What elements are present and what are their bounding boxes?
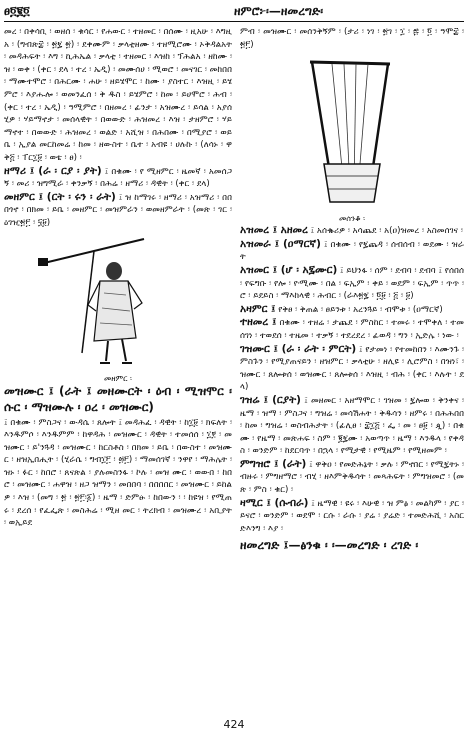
entry-zemari (4, 165, 232, 191)
definition: ፤ ዝ ከማገሩ ፡ ዘማሪ ፡ አዝማሪ ፡ በበበጎኖ ፡ በክመ ፡ ይቤ ፡ መዘምር ፡ መዝምራን ፡ ወመዘምራት ፡ (መጽ ፡ ገር ፡ ዕገዢ፳፫ ፡ ፶፱) (4, 192, 232, 228)
entry-mezmur-heading: መዝሙር ፤ (ራት ፤ መዘሙርት ፡ ዕብ ፡ ሚዝሞር ፡ ሱር ፡ ማዝሙሉ ፡ ዐረ ፡ መዝሙር) (4, 383, 232, 414)
entry-azmer (240, 264, 464, 303)
definition: ፤ በቁሙ ፡ የ ሚዘምር ፡ ዜመኛ ፡ አመሰጋኝ ፡ መሪ ፡ ዝግሚራ ፡ ቀንቃኝ ፡ በሕሬ ፡ ዘማሪ ፡ ዳዊት ፡ (ቀር ፡ ደላ) (4, 166, 232, 190)
definition: ፤ በቁሙ ፡ የ፯ጨዳ ፡ ሰብሰብ ፡ ወደሙ ፡ ዝራት (240, 239, 465, 263)
entry-mgzro (240, 458, 464, 497)
headword: ገዝሙር ፤ (ራ ፡ ራት ፡ ምርት) (240, 342, 357, 355)
headword: አዝመረ ፤ አዘመረ (240, 224, 308, 237)
entry-mezemr (4, 191, 232, 230)
entry-gezmur (240, 343, 464, 394)
left-column (4, 26, 232, 530)
right-column (240, 26, 464, 555)
headword: ዛሚር ፤ (ሱብራ) (240, 496, 309, 509)
entry-mezmur-text: ፤ በቁሙ ፡ ምስጋና ፡ ውዳሴ ፡ ጸሎት ፤ መዳሕፈ ፡ ዳዊት ፡ ከ፲፱ ፡ ክፍለት ፡ እንዱምሶ ፡ እንዱምም ፡ ከዋዳሕ ፡ መዝሙር ፡ ዳዊት ፡ ተመሰሰ ፡ ፲፻ ፡ መዝሙር ፡ ይ'ንጓዳ ፡ መዝሙር ፡ ከርስቶስ ፡ በክመ ፡ ይቤ ፡ በውስተ ፡ መዝሙር ፡ ዘዝኢበሒት ፡ (ሂራሴ ፡ ግብ፲፫ ፡ ፴፫) ፡ ማመሰገኛ ፡ ንዋየ ፡ ማሕሌት ፡ ዝኑ ፡ ፉር ፡ ከበሮ ፡ ጸናጽል ፡ ያሉመስንፋ ፡ ኮሉ ፡ መዝ ሙር ፡ ወውበ ፡ ከበሮ ፡ መዝሙር ፡ ሐዋዝ ፡ ዘጋ ዝማን ፡ መበበባ ፡ በበበበር ፡ መዝሙር ፡ ይከልዎ ፡ እዝ ፡ (መግ ፡ ፳ ፡ ፳፫፡፩) ፡ ዜማ ፡ ድምፁ ፡ ከበውን ፡ ፡ ከዩዝ ፡ የሚጠሩ ፡ ደረሰ ፡ የፈፌጽ ፡ መስሕሬ ፡ ሚዘ መር ፡ ትረክብ ፡ መዝሙረ ፡ አቢያት ፡ ወኢይደ (4, 417, 232, 529)
headword: መዘምር ፤ (ርት ፡ ሩን ፡ ራት) (4, 190, 116, 203)
header-rule (4, 21, 464, 22)
entry-azamr (240, 303, 464, 317)
definition: ፤ ዜማዊ ፡ ዩሩ ፡ እሁዊ ፡ ዝ ምፅ ፡ መልካም ፡ ያር ፡ ይናሮ ፡ ወንድም ፡ ወደሞ ፡ ርሱ ፡ ራሱ ፡ ያሬ ፡ ያሬድ ፡ ተመድሕሺ ፡ አስርድእንግ ፡ እያ ፡ (240, 498, 465, 534)
definition: ፤ አሰቈሪዎ ፡ አሳጨደ ፡ አ(ዐ)ዝመረ ፡ አስመሰገና ፡ (310, 226, 463, 237)
definition: ፤ ዋቅዐ ፡ የመድሕኔት ፡ ቃሉ ፡ ምኖበር ፡ የሚ፯ትኑ ፡ ብዙሩ ፡ ምግዘማሮ ፡ ብሂ ፡ ዘእምቅዱሳት ፡ መጻሕፍት ፡ ምግዝመሮ ፡ (መጽ ፡ ምስ ፡ ቁር) ፡ (240, 459, 465, 496)
headword: አዛምር ፤ (240, 302, 276, 315)
lyre-figure (240, 54, 464, 208)
entry-azmere (240, 224, 464, 238)
headword: አዝመር ፤ (ሆ ፡ አ፯ሙር) (240, 263, 338, 276)
entry-zemeregd: ዘመረግድ ፤—ፅንቁ ፡ ፡—መረግድ ፡ ረገድ ፡ (240, 538, 419, 553)
definition: በቁሙ ፡ ተዘሬ ፡ ታጨደ ፡ ምስከር ፡ ተመሩ ፡ ተሞቀለ ፡ ተመሰገነ ፡ ተወደሰ ፡ ተዜመ ፡ ተቃኝ ፡ ተደረደረ ፡ ፊወዳ ፡ ግን ፡ ኢድሌ ፡ ነው ፡ (240, 318, 464, 341)
definition: ፤ መዘመር ፡ አዘማሞር ፡ ገዝመ ፡ ፯ሎወ ፡ ቅንቀና ፡ ዜማ ፡ ዝማ ፡ ምስጋና ፡ ግዝሬ ፡ መሳሽሐት ፡ ቅዱሳን ፡ ዘምሩ ፡ በሕሕበበ ፡ ከመ ፡ ግዝሬ ፡ ወስብሕታት ፡ (ፊሊፀ ፡ ፰፲፭ ፡ ፌ ፡ መ ፡ ፀ፱ ፡ ዺ) ፡ በቁሙ ፡ የዜማ ፡ መጽሐፍ ፡ ስም ፡ ፪፯ሙ ፡ አወጣጥ ፡ ዜማ ፡ እንዱላ ፡ የቀዳስ ፡ ወንድም ፡ ከደርባጥ ፡ በኋላ ፡ የሚታዊ ፡ የሚዜም ፡ የሚዘመም ፡ (240, 395, 465, 457)
headword: አዝመራ ፤ (ዐማርኛ) (240, 237, 321, 250)
figure-caption: መዘምር ፡ (104, 374, 132, 384)
entry-zamir (240, 497, 464, 536)
headword: ምግዝሮ ፤ (ራት) (240, 457, 307, 470)
header-running-title: ዘምሮ፦፡—ዘመረግድ፡ (234, 4, 324, 18)
entry-text: መረ ፡ በቀሳቢ ፡ ወዘሰ ፡ ቁሳር ፡ የሐውር ፡ ተዘመር ፡ በሰሙ ፡ ዚአሁ ፡ እግዚአ ፡ (ግብጽ፰ ፡ ፳፯ ፳) ፡ ደቀሙም ፡ ቃላቲዘሙ ፡ ተዘሚሮሙ ፡ ኦቅዳልአት ፡ መዳሕፍት ፡ እግ ፡ ኪሕኤል ፡ ቃላቲ ፡ ተዘመር ፡ እዝከ ፡ ፕሕልአ ፡ ዘከሙ ፡ ዝ ፡ ወቀ ፡ (ቀር ፡ ደላ ፡ ተረ ፡ ኤዲ) ፡ መሙሰሀ ፡ ሚወሮ ፡ መናገር ፡ መከበበ ፡ ማሙተሞሮ ፡ በሕርሙ ፡ ሐሁ ፡ ዘይሄሞር ፡ ከሙ ፡ ያስተር ፡ እዝዚ ፡ ይሄምሮ ፡ እያሑሎ ፡ ወመንፈሰ ፡ ቅ ዱስ ፡ ይሄምሮ ፡ ከመ ፡ ይሀሞሮ ፡ ሕብ ፡ (ቀር ፡ ተረ ፡ ኤዲ) ፡ ዓሚምሮ ፡ በዘመረ ፡ ፊንታ ፡ አዝሙረ ፡ ይሳል ፡ አያሰሂዎ ፡ ሃይማኖታ ፡ መሰላዊት ፡ በወውድ ፡ ሕዝመረ ፡ እዝ ፡ ታዘምሮ ፡ ሃይማኖተ ፡ በወውድ ፡ ሕዝመረ ፡ ወልድ ፡ አሺዝ ፡ በሕበሙ ፡ በሚያሮ ፡ ወይቤ ፡ ኢያል መርከመሬ ፡ ከመ ፡ ዘውስተ ፡ ቤተ ፡ አብዩ ፡ ሀሉኩ ፡ (ለሳኑ ፡ ዋቅ፭ ፡ ፐር፲፱ ፡ ወቴ ፡ ፀ) ፡ (4, 27, 232, 163)
header-page-code: ፀ፬፪፬ (4, 4, 30, 18)
entry-tezemere (240, 316, 464, 342)
page-header (4, 2, 464, 22)
headword: ዘማሪ ፤ (ራ ፡ ርያ ፡ ያት) (4, 164, 102, 177)
definition: የቅፀ ፡ ቅጠል ፡ ፀይንቱ ፡ አረንጓይ ፡ ብሞቱ ፡ (ዐማርኛ) (278, 304, 443, 315)
definition: ፤ የታመነ ፡ የተመከበን ፡ እሙንጉ ፡ ምስጉን ፡ የሚያጠናይን ፡ ዘዝምር ፡ ቃላቲሁ ፡ ዘሊዩ ፡ ሊሮምስ ፡ በዝነ፣ ፡ ዝሙር ፡ ጸሎቱሰ ፡ ወዝሙር ፡ ጸሎቱሰ ፡ እዝዚ ፡ ብሕ ፡ (ቀር ፡ እሉት ፡ ደላ) (240, 344, 465, 393)
page-number: 424 (223, 718, 245, 731)
singer-figure (4, 233, 232, 369)
entry-gezre (240, 394, 464, 458)
definition: ፤ ይህንፋ ፡ ሰም ፡ ደብባ ፡ ደብባ ፤ የሰበሰ ፡ የፍግቡ ፡ የሎ ፡ ዮሚሙ ፡ በል ፡ ፍኢም ፡ ቀይ ፡ ወደም ፡ ፍኢም ፡ ጥጥ ፡ ሮ ፡ ይደይስ ፡ ማእከላዊ ፡ ሕብር ፡ (ራእ፳፯ ፡ ፬፱ ፡ ፭ ፡ ፱) (240, 265, 464, 302)
singer-illustration (4, 233, 232, 384)
entry-azmera (240, 238, 464, 264)
headword: ገዝሬ ፤ (ርያት) (240, 393, 301, 406)
headword: ተዘመረ ፤ (240, 316, 277, 329)
figure-caption: መሰንቆ ፡ (338, 213, 365, 223)
entry-text: ምብ ፡ መዝሙር ፡ መሰንቅኝም ፡ (ታሪ ፡ ነገ ፡ ፳ገ ፡ ፲ ፡ ፷ ፡ ፬ ፡ ዓሞ፰ ፡ ፳፫) (240, 27, 464, 50)
lyre-illustration (240, 54, 464, 222)
